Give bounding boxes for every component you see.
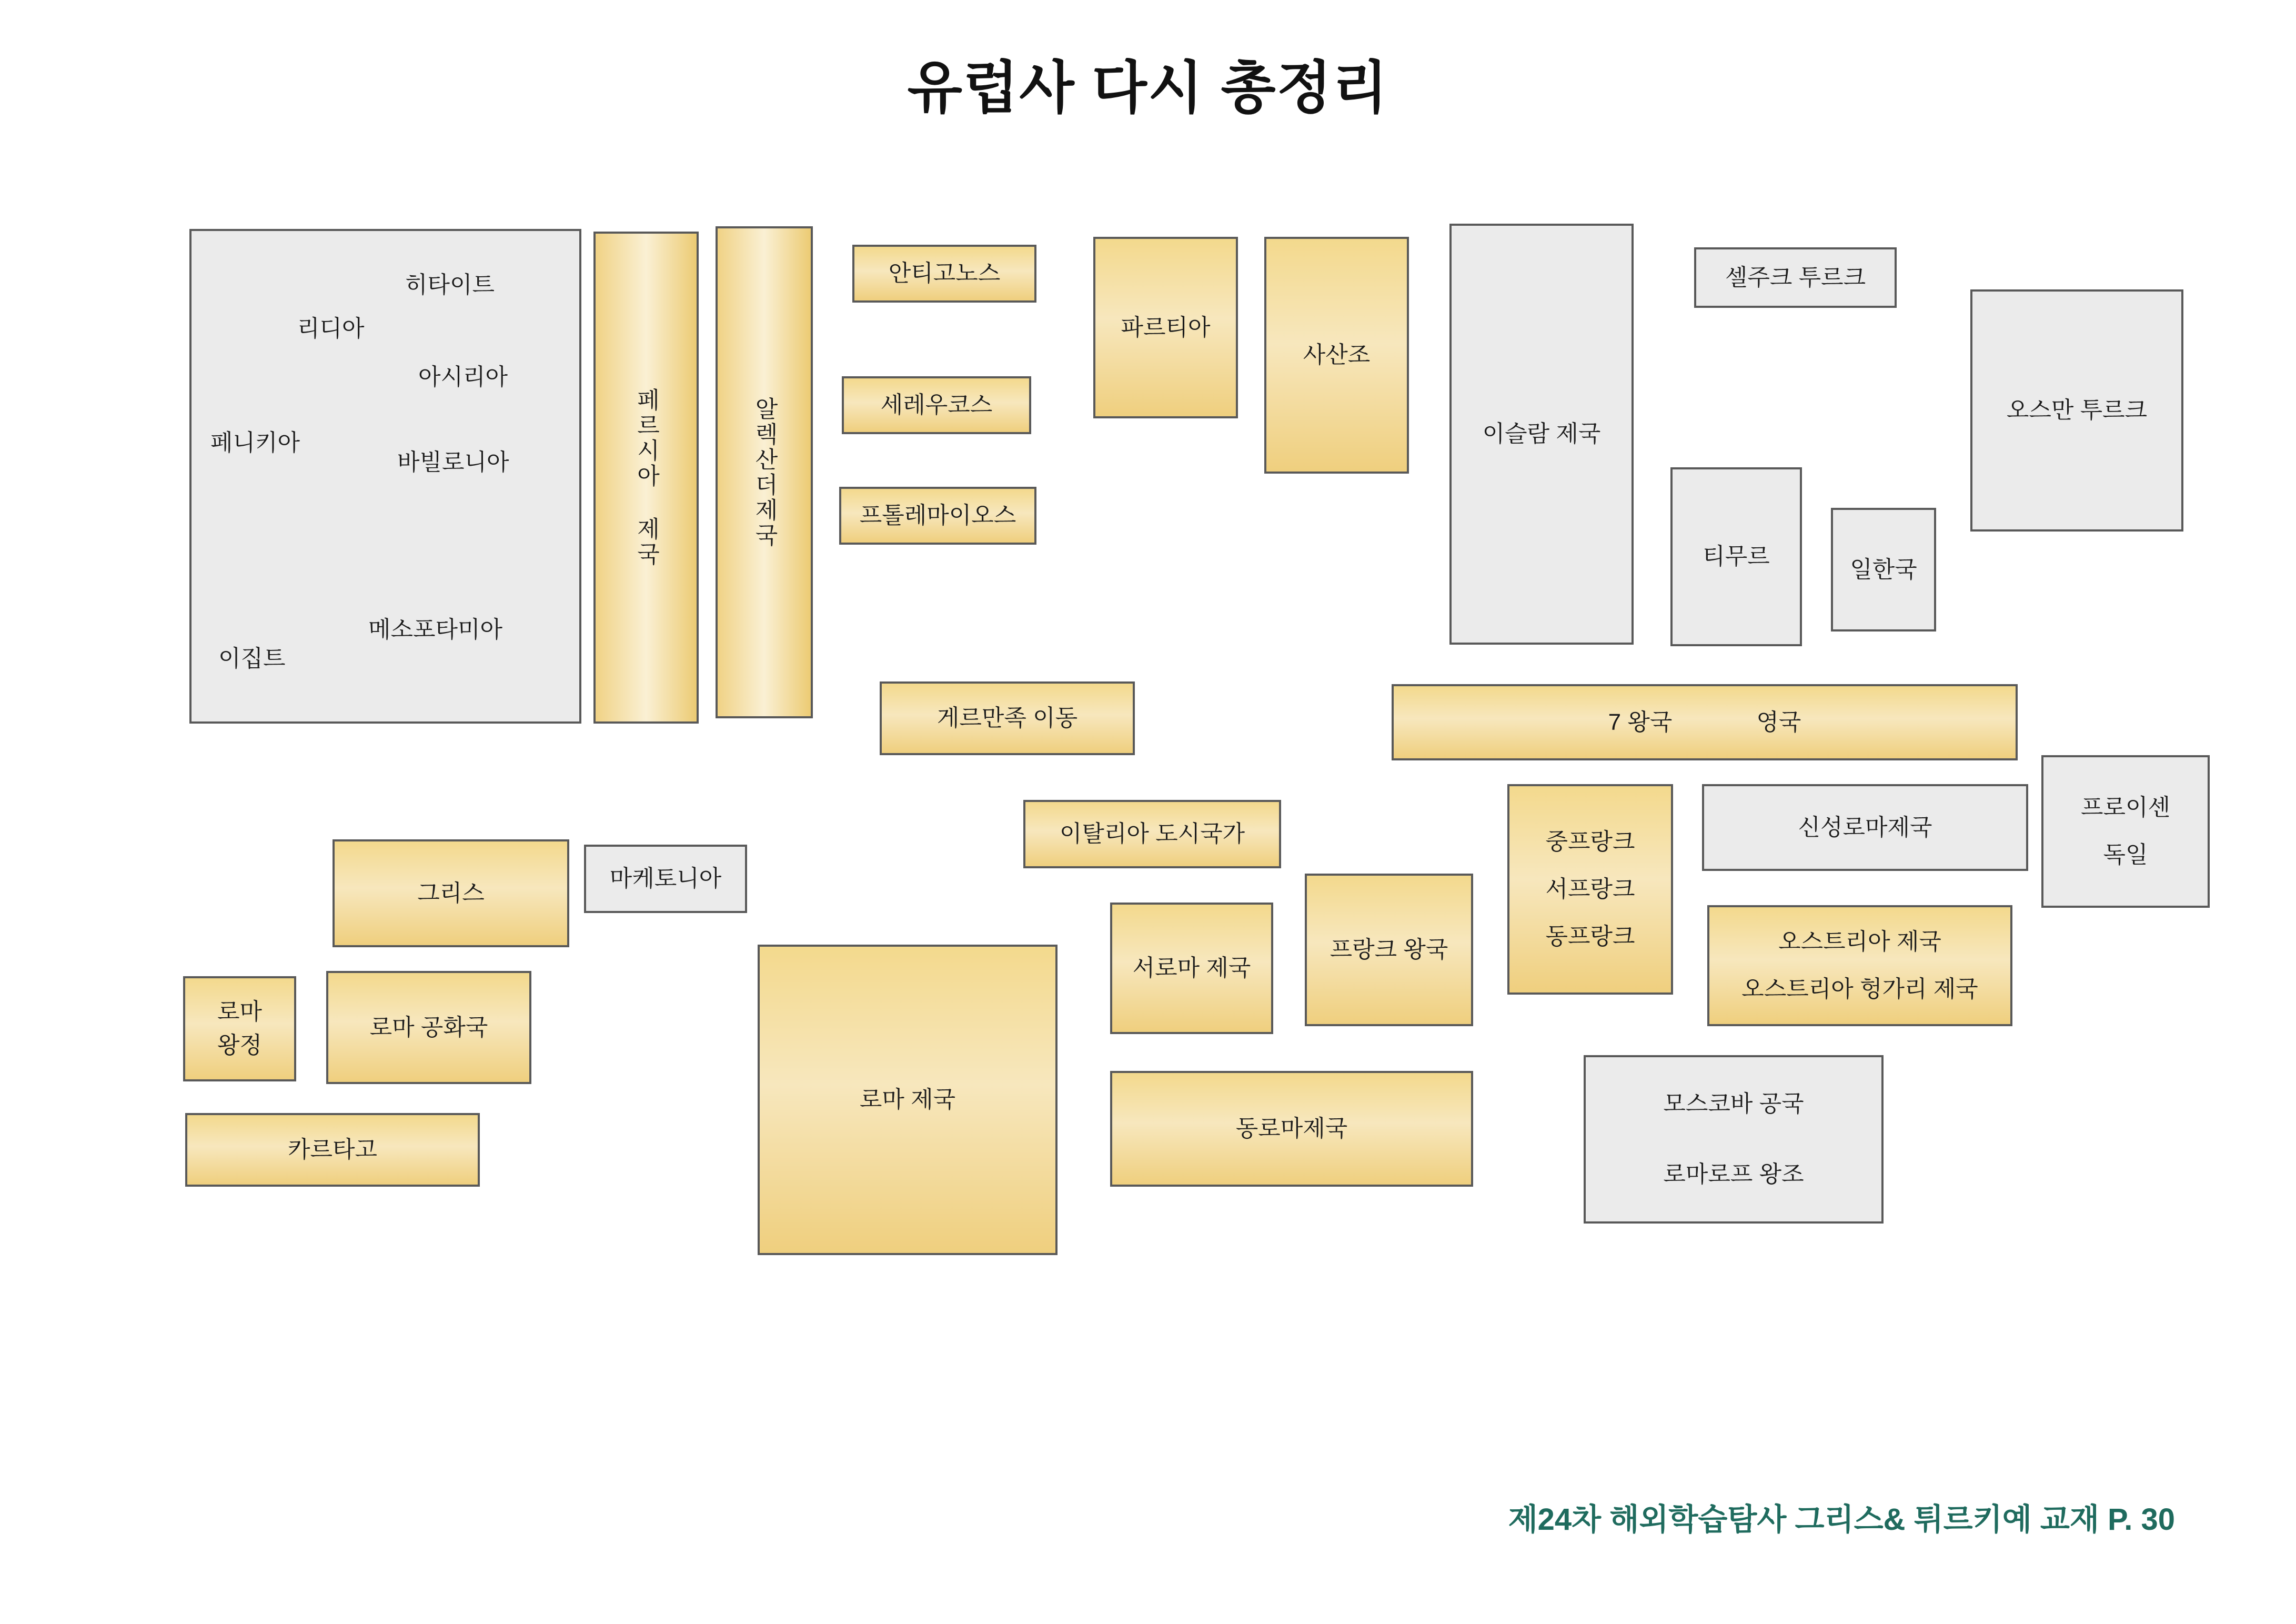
label-egypt: 이집트: [218, 646, 286, 671]
box-greece-label: 그리스: [417, 880, 485, 906]
box-seljuk-turk-label: 셀주크 투르크: [1725, 264, 1866, 290]
box-ptolemaios-label: 프톨레마이오스: [859, 503, 1016, 529]
box-austria-empire-label: 오스트리아 제국: [1778, 929, 1941, 955]
box-west-rome-empire[interactable]: [1110, 903, 1273, 1034]
box-germanic-migration-label: 게르만족 이동: [936, 705, 1078, 731]
box-sasan-label: 사산조: [1303, 342, 1371, 368]
box-ilkhanate[interactable]: [1831, 508, 1936, 631]
label-babylonia: 바빌로니아: [397, 449, 509, 475]
box-antigonos[interactable]: [852, 245, 1036, 303]
box-west-rome-empire-label: 서로마 제국: [1132, 955, 1251, 981]
box-seven-kingdoms-label: 7 왕국: [1608, 709, 1673, 735]
box-islam-empire[interactable]: [1449, 224, 1634, 645]
box-rome-kingdom[interactable]: [183, 976, 296, 1081]
box-timur[interactable]: [1670, 467, 1802, 646]
box-seleucos[interactable]: [842, 376, 1031, 434]
box-ilkhanate-label: 일한국: [1850, 556, 1917, 583]
box-austria-hungary-label: 오스트리아 헝가리 제국: [1741, 976, 1978, 1002]
box-holy-roman-empire-label: 신성로마제국: [1798, 814, 1932, 840]
box-rome-kingdom-line2: 왕정: [217, 1032, 262, 1058]
box-middle-francia-label: 중프랑크: [1545, 829, 1635, 855]
box-seven-kingdoms-england[interactable]: [1392, 684, 2018, 760]
box-sasan[interactable]: [1264, 237, 1409, 474]
box-francia-split[interactable]: [1507, 784, 1673, 995]
box-ottoman-turk[interactable]: [1970, 289, 2183, 532]
box-east-rome-empire[interactable]: [1110, 1071, 1473, 1187]
box-moscow-principality-label: 모스코바 공국: [1663, 1091, 1804, 1117]
label-hittite: 히타이트: [405, 272, 495, 298]
box-moscow-romanov[interactable]: [1584, 1055, 1884, 1224]
box-islam-empire-label: 이슬람 제국: [1482, 421, 1601, 447]
box-prussia-label: 프로이센: [2080, 795, 2170, 821]
box-rome-empire-label: 로마 제국: [859, 1087, 956, 1113]
label-mesopotamia: 메소포타미아: [368, 617, 503, 643]
box-macedonia-label: 마케토니아: [609, 866, 722, 892]
box-parthia[interactable]: [1093, 237, 1238, 418]
box-germanic-migration[interactable]: [880, 681, 1135, 755]
box-holy-roman-empire[interactable]: [1702, 784, 2028, 871]
box-east-francia-label: 동프랑크: [1545, 923, 1635, 949]
box-ottoman-turk-label: 오스만 투르크: [2006, 397, 2148, 424]
box-italian-city-states-label: 이탈리아 도시국가: [1059, 821, 1245, 847]
box-rome-kingdom-line1: 로마: [217, 999, 262, 1025]
box-frankish-kingdom[interactable]: [1305, 874, 1473, 1026]
box-seleucos-label: 세레우코스: [880, 392, 993, 418]
box-seljuk-turk[interactable]: [1694, 247, 1897, 308]
box-parthia-label: 파르티아: [1121, 314, 1211, 340]
box-persia-label: 페르시아 제국: [633, 388, 659, 567]
box-frankish-kingdom-label: 프랑크 왕국: [1330, 937, 1448, 963]
box-carthago-label: 카르타고: [287, 1137, 377, 1163]
box-timur-label: 티무르: [1703, 544, 1770, 570]
footer-note: 제24차 해외학습탐사 그리스& 튀르키예 교재 P. 30: [1508, 1502, 2175, 1537]
label-phoenicia: 페니키아: [210, 430, 300, 456]
box-rome-republic[interactable]: [326, 971, 531, 1084]
box-austria-empire[interactable]: [1707, 905, 2012, 1026]
box-greece[interactable]: [333, 839, 569, 947]
box-italian-city-states[interactable]: [1023, 800, 1281, 868]
box-england-label: 영국: [1756, 709, 1801, 735]
box-east-rome-empire-label: 동로마제국: [1235, 1116, 1348, 1142]
box-rome-republic-label: 로마 공화국: [369, 1014, 488, 1040]
label-lydia: 리디아: [297, 316, 365, 342]
box-carthago[interactable]: [185, 1113, 480, 1187]
box-west-francia-label: 서프랑크: [1545, 876, 1635, 903]
box-germany-label: 독일: [2103, 842, 2148, 868]
page-title: 유럽사 다시 총정리: [907, 56, 1389, 119]
box-antigonos-label: 안티고노스: [888, 260, 1001, 287]
box-rome-empire[interactable]: [758, 945, 1058, 1255]
box-persia[interactable]: [593, 232, 699, 724]
box-alexander-empire-label: 알렉산더제국: [751, 396, 777, 548]
box-ptolemaios[interactable]: [839, 487, 1036, 545]
label-assyria: 아시리아: [418, 364, 508, 390]
box-macedonia[interactable]: [584, 845, 747, 913]
box-romanov-dynasty-label: 로마로프 왕조: [1663, 1161, 1804, 1187]
box-prussia-germany[interactable]: [2041, 755, 2210, 908]
box-alexander-empire[interactable]: [716, 226, 813, 718]
